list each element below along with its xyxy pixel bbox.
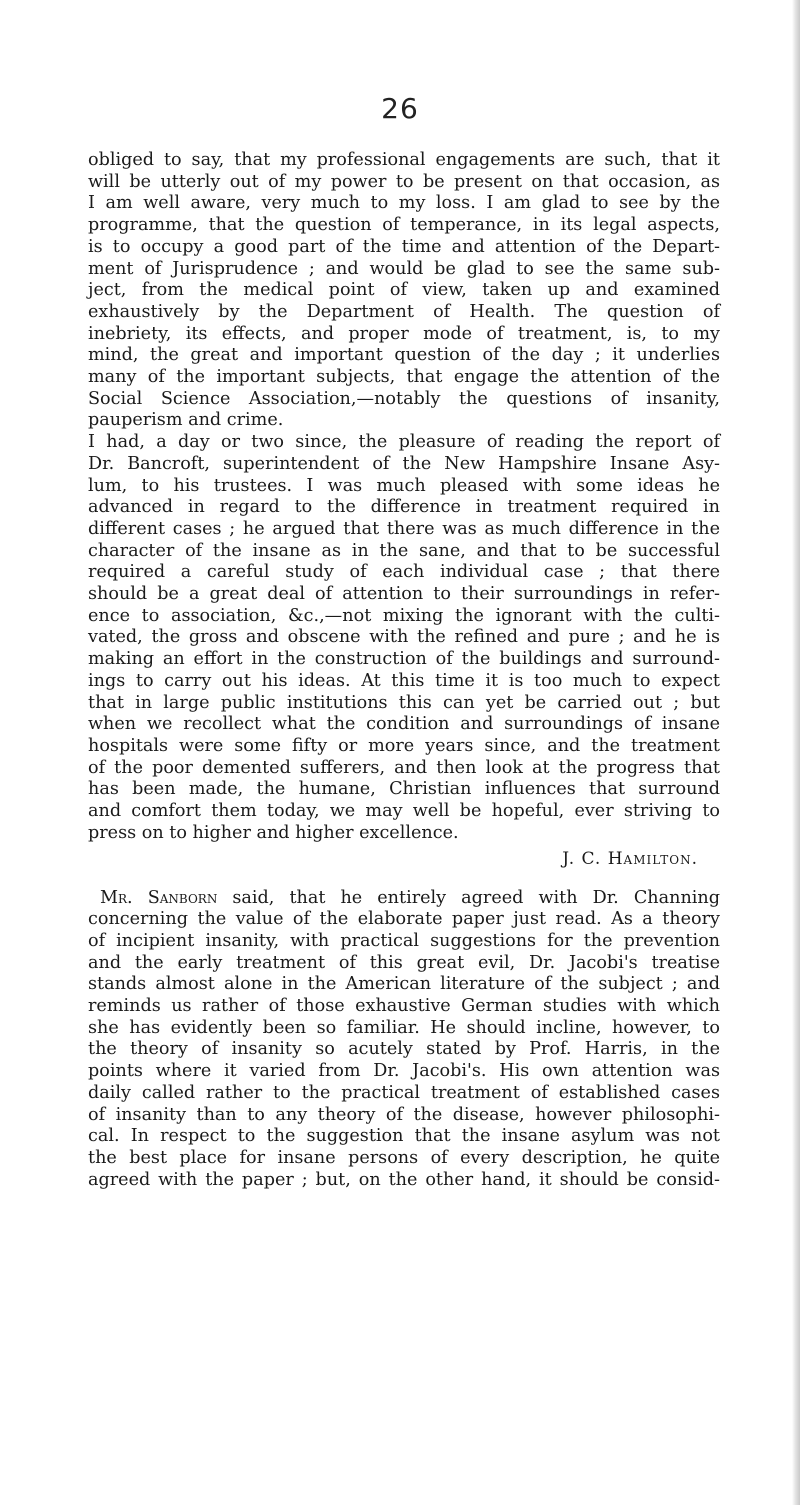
text-line: ment of Jurisprudence ; and would be glad to see the same sub- — [88, 258, 720, 279]
page-edge-shadow — [792, 0, 800, 1505]
text-line: ence to association, &c.,—not mixing the ignorant with the culti- — [88, 605, 720, 626]
text-line: will be utterly out of my power to be present on that occasion, as — [88, 171, 720, 192]
text-line: when we recollect what the condition and surroundings of insane — [88, 714, 720, 735]
text-line: points where it varied from Dr. Jacobi's. His own attention was — [88, 1061, 720, 1082]
text-line: has been made, the humane, Christian influences that surround — [88, 779, 720, 800]
text-line: agreed with the paper ; but, on the other hand, it should be consid- — [88, 1169, 720, 1190]
text-line — [88, 888, 720, 910]
text-line: vated, the gross and obscene with the refined and pure ; and he is — [88, 627, 720, 648]
signature: J. C. Hamilton. — [562, 848, 698, 869]
text-line: inebriety, its effects, and proper mode of treatment, is, to my — [88, 323, 720, 344]
text-line: pauperism and crime. — [88, 410, 284, 431]
text-line: I had, a day or two since, the pleasure of reading the report of — [88, 432, 720, 453]
text-line: and comfort them today, we may well be hopeful, ever striving to — [88, 801, 720, 822]
speaker-line-rest: said, that he entirely agreed with Dr. Channing — [217, 887, 721, 908]
text-line: stands almost alone in the American literature of the subject ; and — [88, 974, 720, 995]
text-line: of the poor demented sufferers, and then look at the progress that — [88, 757, 720, 778]
text-line: exhaustively by the Department of Health. The question of — [88, 301, 720, 322]
text-line: Dr. Bancroft, superintendent of the New Hampshire Insane Asy- — [88, 453, 720, 474]
text-line: daily called rather to the practical treatment of established cases — [88, 1082, 720, 1103]
text-line: ings to carry out his ideas. At this time it is too much to expect — [88, 670, 720, 691]
paragraph-1 — [88, 150, 720, 432]
text-line: required a careful study of each individual case ; that there — [88, 562, 720, 583]
text-line: obliged to say, that my professional engagements are such, that it — [88, 150, 720, 170]
text-line: should be a great deal of attention to their surroundings in refer- — [88, 584, 720, 605]
text-line: lum, to his trustees. I was much pleased with some ideas he — [88, 475, 720, 496]
text-line: the best place for insane persons of every description, he quite — [88, 1147, 720, 1168]
text-line: Social Science Association,—notably the questions of insanity, — [88, 388, 720, 409]
text-line: character of the insane as in the sane, and that to be successful — [88, 540, 720, 561]
text-line: advanced in regard to the difference in treatment required in — [88, 497, 720, 518]
text-line: programme, that the question of temperance, in its legal aspects, — [88, 215, 720, 236]
speaker-name: Mr. Sanborn — [100, 887, 218, 908]
text-line: different cases ; he argued that there was as much difference in the — [88, 518, 720, 539]
text-line: concerning the value of the elaborate paper just read. As a theory — [88, 909, 720, 930]
text-line: I am well aware, very much to my loss. I am glad to see by the — [88, 193, 720, 214]
paragraph-spacer — [88, 870, 720, 888]
text-line: reminds us rather of those exhaustive German studies with which — [88, 996, 720, 1017]
text-line: hospitals were some fifty or more years since, and the treatment — [88, 735, 720, 756]
text-line: mind, the great and important question of the day ; it underlies — [88, 345, 720, 366]
text-line: ject, from the medical point of view, taken up and examined — [88, 280, 720, 301]
text-line: is to occupy a good part of the time and attention of the Depart- — [88, 236, 720, 257]
text-line: cal. In respect to the suggestion that the insane asylum was not — [88, 1126, 720, 1147]
text-line: and the early treatment of this great evil, Dr. Jacobi's treatise — [88, 952, 720, 973]
text-line: of incipient insanity, with practical suggestions for the prevention — [88, 930, 720, 951]
body-text — [88, 150, 720, 1191]
text-line: that in large public institutions this can yet be carried out ; but — [88, 692, 720, 713]
text-line: many of the important subjects, that engage the attention of the — [88, 367, 720, 388]
paragraph-3 — [88, 888, 720, 1192]
text-line: of insanity than to any theory of the disease, however philosophi- — [88, 1104, 720, 1125]
text-line: she has evidently been so familiar. He should incline, however, to — [88, 1017, 720, 1038]
paragraph-2 — [88, 432, 720, 844]
page-number: 26 — [381, 92, 419, 125]
text-line: making an effort in the construction of the buildings and surround- — [88, 649, 720, 670]
text-line: the theory of insanity so acutely stated by Prof. Harris, in the — [88, 1039, 720, 1060]
text-line: press on to higher and higher excellence. — [88, 822, 459, 843]
